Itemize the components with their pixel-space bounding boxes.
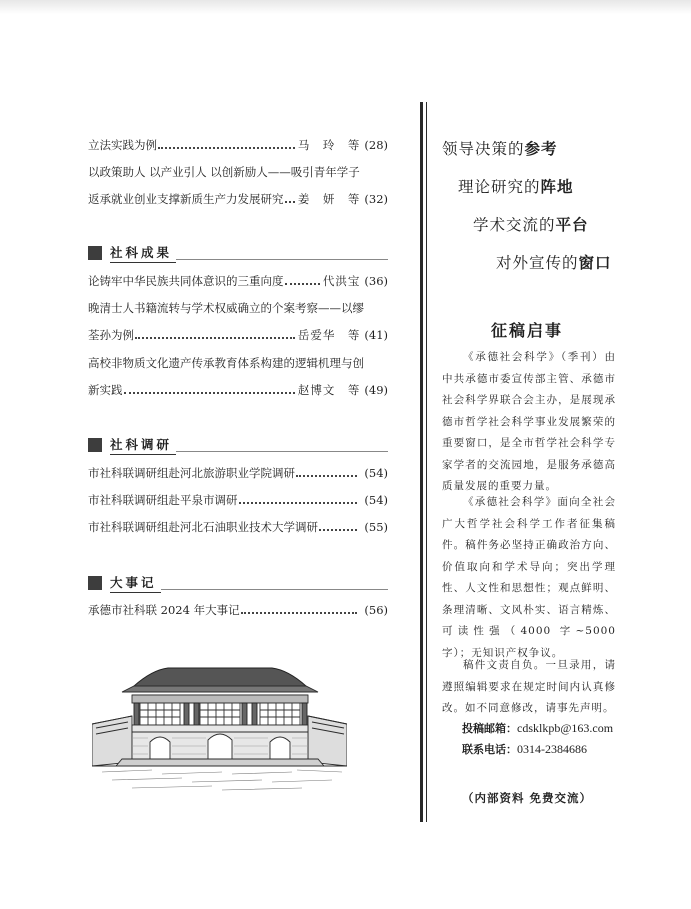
toc-entry-page: (41) — [364, 328, 388, 342]
section-heading — [88, 244, 388, 262]
toc-entry — [88, 350, 388, 370]
section-rule — [176, 451, 388, 452]
toc-entry-page: (32) — [364, 192, 388, 206]
section-title: 大事记 — [110, 573, 161, 593]
leader-dots — [239, 502, 358, 504]
section-title: 社科调研 — [110, 435, 176, 455]
section-marker-square — [88, 576, 102, 590]
email-value[interactable]: cdsklkpb@163.com — [517, 721, 614, 735]
phone-value: 0314-2384686 — [517, 742, 587, 756]
leader-dots — [285, 283, 320, 285]
slogan-text: 学术交流的 — [473, 216, 556, 234]
toc-entry-title: 返承就业创业支撑新质生产力发展研究 — [88, 192, 284, 206]
submission-email — [462, 720, 613, 736]
toc-entry-title: 高校非物质文化遗产传承教育体系构建的逻辑机理与创 — [88, 356, 364, 370]
toc-entry-page: (28) — [364, 138, 388, 152]
toc-entry — [88, 460, 388, 480]
slogan-text: 领导决策的 — [442, 140, 525, 158]
toc-entry-page: (36) — [364, 274, 388, 288]
leader-dots — [241, 612, 358, 614]
contact-phone — [462, 741, 587, 757]
slogan-line — [496, 251, 612, 273]
leader-dots — [158, 147, 295, 149]
toc-entry-title: 市社科联调研组赴河北旅游职业学院调研 — [88, 466, 295, 480]
leader-dots — [124, 392, 295, 394]
slogan-text: 对外宣传的 — [496, 254, 579, 272]
section-marker-square — [88, 246, 102, 260]
historic-building-illustration — [92, 662, 347, 794]
section-marker-square — [88, 438, 102, 452]
toc-entry — [88, 597, 388, 617]
toc-entry-title: 立法实践为例 — [88, 138, 157, 152]
toc-entry-title: 论铸牢中华民族共同体意识的三重向度 — [88, 274, 284, 288]
toc-entry — [88, 159, 388, 179]
column-divider — [420, 102, 423, 822]
section-title: 社科成果 — [110, 243, 176, 263]
toc-entry-title: 市社科联调研组赴河北石油职业技术大学调研 — [88, 520, 318, 534]
notice-paragraph: 稿件文责自负。一旦录用，请遵照编辑要求在规定时间内认真修改。如不同意修改，请事先声明。 — [442, 659, 616, 714]
leader-dots — [285, 201, 295, 203]
toc-entry-author: 马 玲 等 — [297, 138, 361, 152]
column-divider-thin — [426, 102, 427, 822]
section-heading — [88, 436, 388, 454]
toc-entry-title: 荃孙为例 — [88, 328, 134, 342]
toc-entry-page: (56) — [364, 603, 388, 617]
toc-entry-title: 晚清士人书籍流转与学术权威确立的个案考察——以缪 — [88, 301, 364, 315]
slogan-line — [458, 175, 574, 197]
slogan-emphasis: 参考 — [524, 140, 558, 158]
toc-entry-title: 以政策助人 以产业引人 以创新励人——吸引青年学子 — [88, 165, 360, 179]
section-rule — [176, 259, 388, 260]
toc-entry — [88, 268, 388, 288]
leader-dots — [296, 475, 357, 477]
toc-entry-author: 岳爱华 等 — [297, 328, 361, 342]
toc-entry — [88, 132, 388, 152]
toc-entry-title: 承德市社科联 2024 年大事记 — [88, 603, 240, 617]
leader-dots — [135, 337, 295, 339]
notice-paragraph: 《承德社会科学》（季刊）由中共承德市委宣传部主管、承德市社会科学界联合会主办，是展现承德市哲学社会科学事业发展繁荣的重要窗口，是全市哲学社会科学专家学者的交流园地，是服务承德高质量发展的重要力量。 — [442, 351, 616, 492]
toc-entry — [88, 322, 388, 342]
section-rule — [161, 589, 388, 590]
toc-entry-author: 代洪宝 — [322, 274, 361, 288]
email-label: 投稿邮箱： — [462, 722, 517, 735]
slogan-line — [442, 137, 558, 159]
slogan-text: 理论研究的 — [458, 178, 541, 196]
toc-entry-author: 姜 妍 等 — [297, 192, 361, 206]
phone-label: 联系电话： — [462, 743, 517, 756]
toc-entry-title: 新实践 — [88, 383, 123, 397]
toc-entry — [88, 487, 388, 507]
slogan-emphasis: 平台 — [555, 216, 589, 234]
leader-dots — [319, 529, 357, 531]
call-for-papers-title: 征稿启事 — [490, 321, 563, 340]
toc-entry-page: (54) — [364, 466, 388, 480]
slogan-emphasis: 阵地 — [540, 178, 574, 196]
toc-entry — [88, 377, 388, 397]
toc-entry-page: (55) — [364, 520, 388, 534]
notice-paragraph: 《承德社会科学》面向全社会广大哲学社会科学工作者征集稿件。稿件务必坚持正确政治方向、价值取向和学术导向；突出学理性、人文性和思想性；观点鲜明、条理清晰、文风朴实、语言精炼、可读性强（4000 字~5000 字）；无知识产权争议。 — [442, 496, 616, 659]
toc-entry-title: 市社科联调研组赴平泉市调研 — [88, 493, 238, 507]
top-edge-shadow — [0, 0, 691, 14]
slogan-emphasis: 窗口 — [578, 254, 612, 272]
toc-entry-author: 赵博文 等 — [297, 383, 361, 397]
toc-entry — [88, 295, 388, 315]
toc-entry-page: (49) — [364, 383, 388, 397]
toc-entry-page: (54) — [364, 493, 388, 507]
internal-material-note: （内部资料 免费交流） — [462, 791, 593, 805]
toc-entry — [88, 514, 388, 534]
toc-entry — [88, 186, 388, 206]
section-heading — [88, 574, 388, 592]
slogan-line — [473, 213, 589, 235]
